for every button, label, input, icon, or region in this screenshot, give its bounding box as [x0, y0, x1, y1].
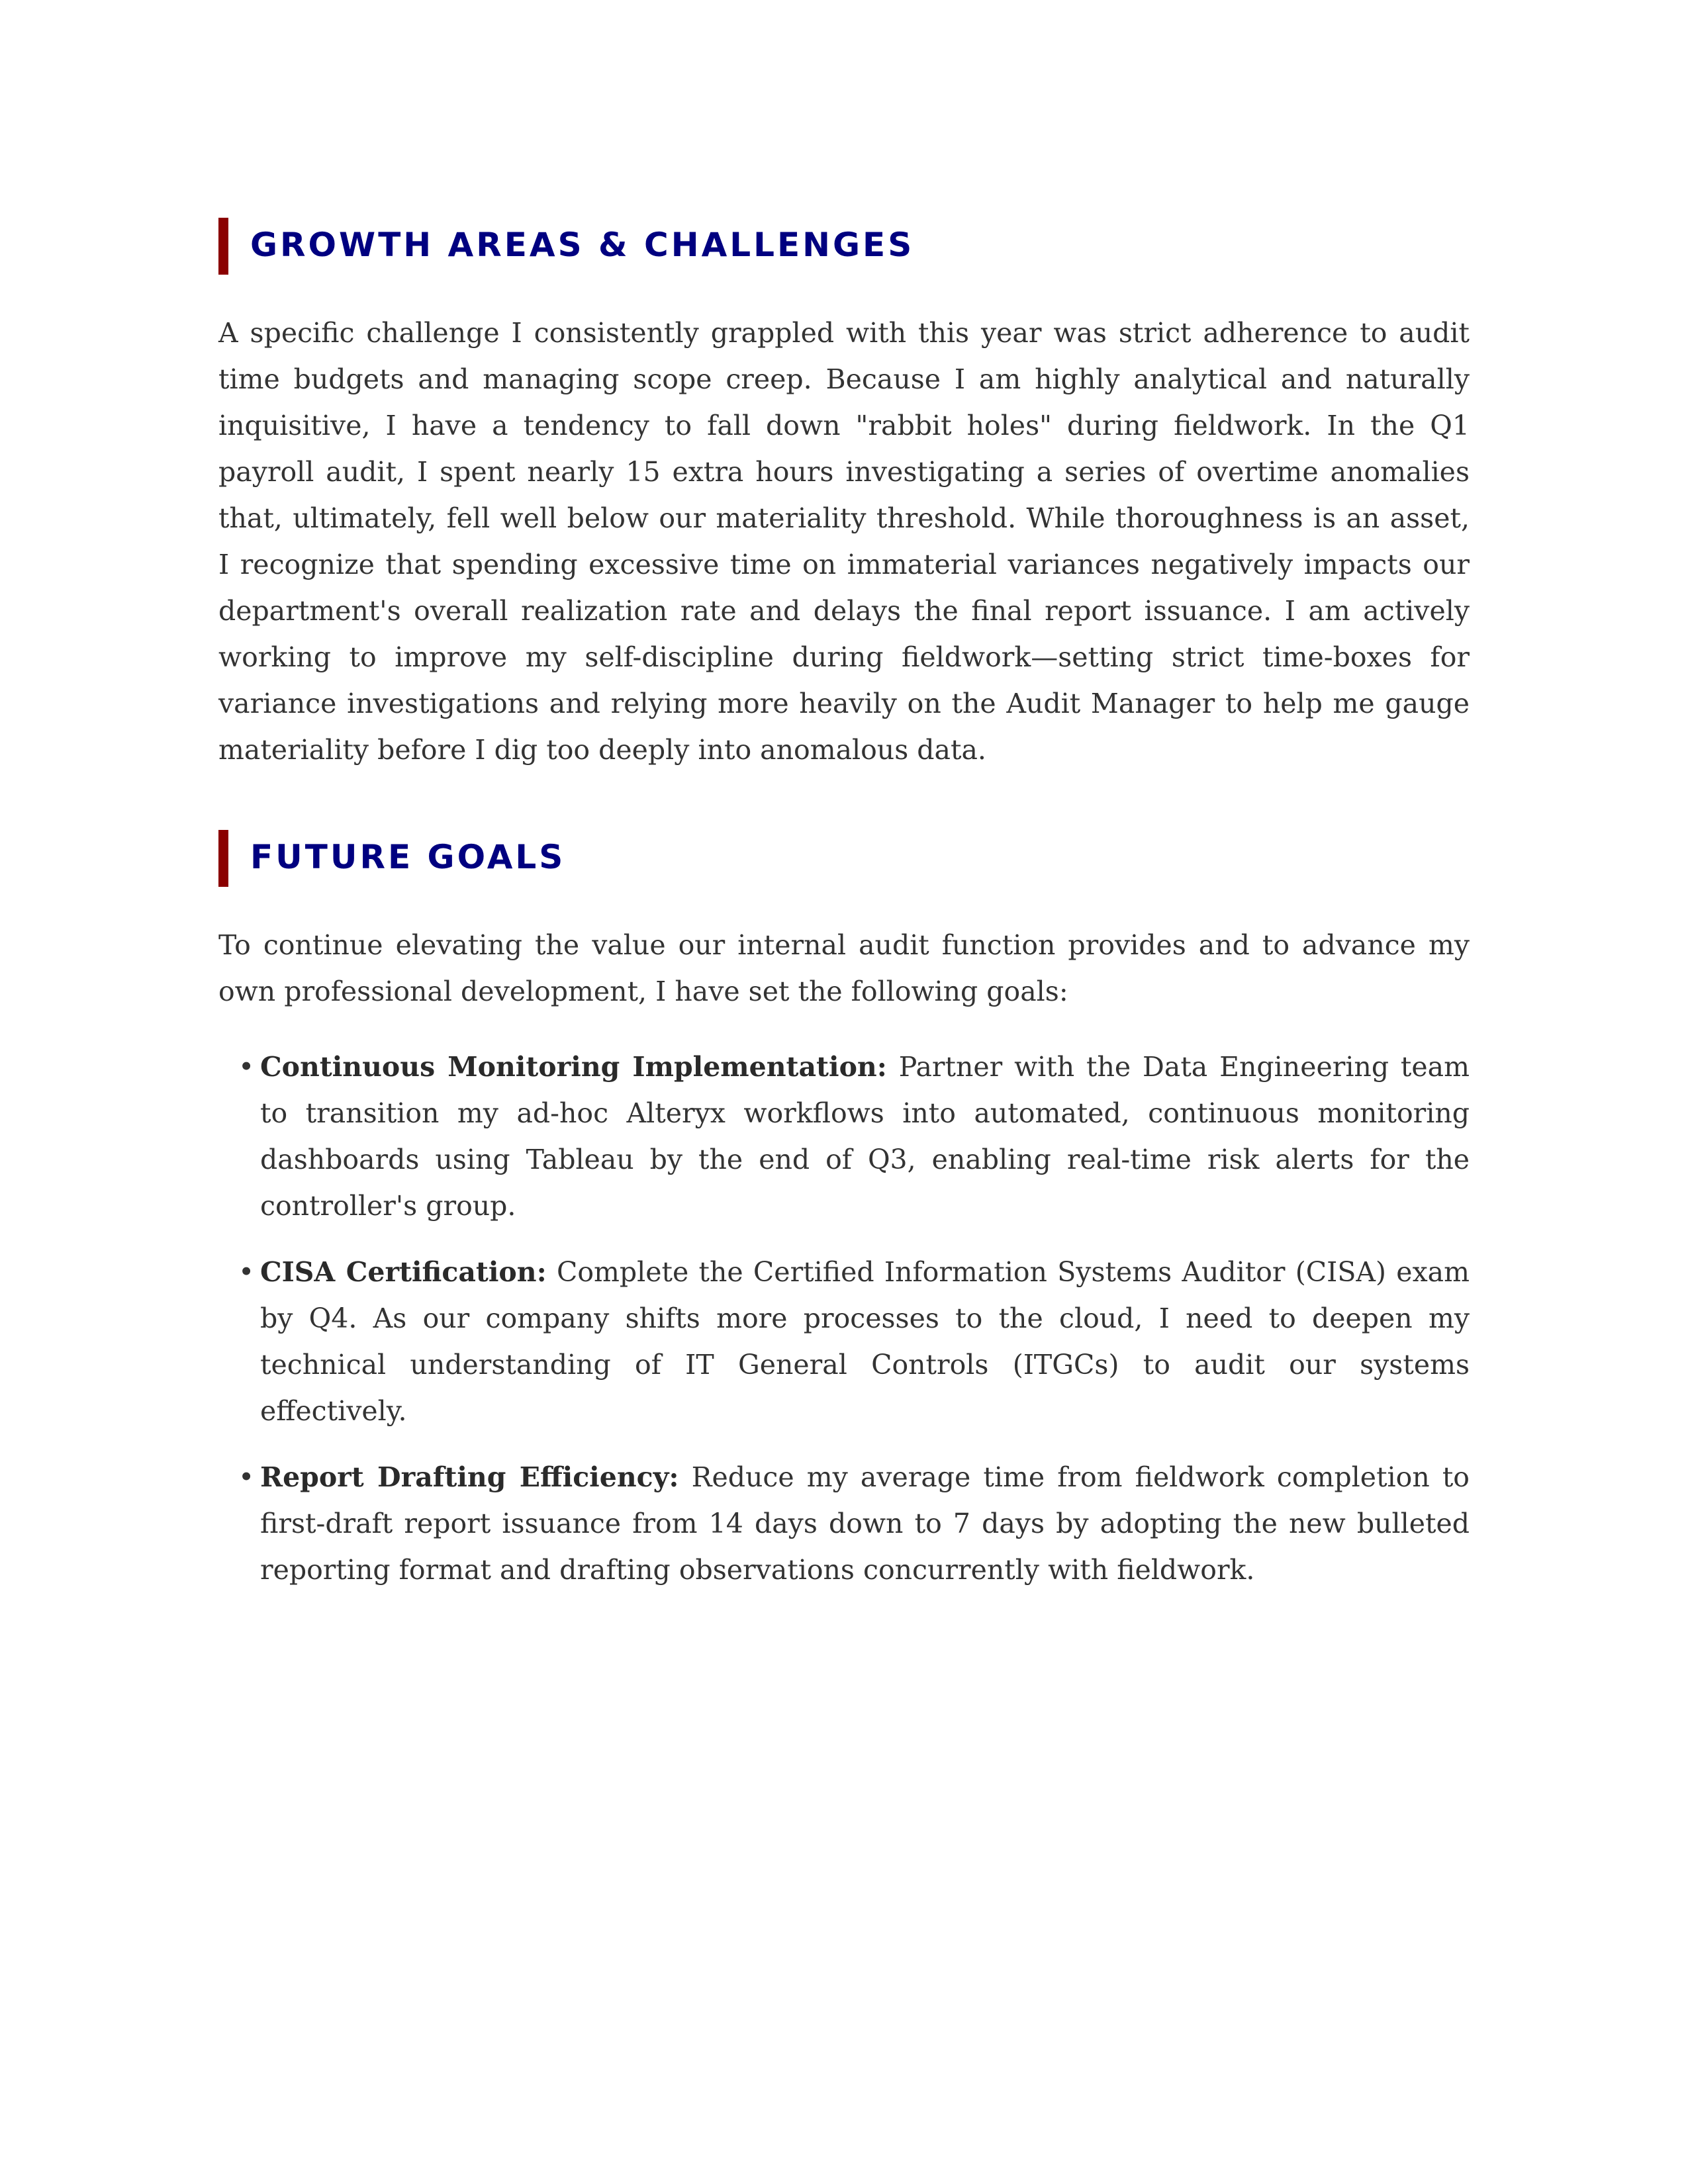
document-page — [218, 215, 1470, 1613]
bullet-icon: • — [238, 1461, 255, 1493]
growth-areas-heading — [218, 215, 1470, 275]
growth-areas-heading-text: GROWTH AREAS & CHALLENGES — [250, 226, 915, 264]
goal-description: Reduce my average time from fieldwork completion to first-draft report issuance from 14 days down to 7 days by adopting the new bulleted reporting format and drafting observations concurrently with fieldwork. — [260, 1461, 1470, 1586]
goal-title: CISA Certification: — [260, 1256, 547, 1288]
goal-list-item — [218, 1454, 1470, 1593]
future-goals-heading — [218, 827, 1470, 887]
goal-list-item — [218, 1249, 1470, 1434]
future-goals-heading-text: FUTURE GOALS — [250, 838, 566, 876]
bullet-icon: • — [238, 1051, 255, 1083]
growth-areas-paragraph: A specific challenge I consistently grappled with this year was strict adherence to audit time budgets and managing scope creep. Because I am highly analytical and naturally inquisitive, I have a tendency to fall down "rabbit holes" during fieldwork. In the Q1 payroll audit, I spent nearly 15 extra hours investigating a series of overtime anomalies that, ultimately, fell well below our materiality threshold. While thoroughness is an asset, I recognize that spending excessive time on immaterial variances negatively impacts our department's overall realization rate and delays the final report issuance. I am actively working to improve my self-discipline during fieldwork—setting strict time-boxes for variance investigations and relying more heavily on the Audit Manager to help me gauge materiality before I dig too deeply into anomalous data. — [218, 317, 1470, 766]
future-goals-intro: To continue elevating the value our internal audit function provides and to advance my own professional development, I have set the following goals: — [218, 929, 1470, 1007]
heading-accent-bar — [218, 218, 228, 275]
goal-title: Report Drafting Efficiency: — [260, 1461, 679, 1493]
goal-description: Partner with the Data Engineering team to transition my ad-hoc Alteryx workflows into automated, continuous monitoring dashboards using Tableau by the end of Q3, enabling real-time risk alerts for the controller's group. — [260, 1051, 1470, 1222]
goals-list — [218, 1044, 1470, 1593]
goal-description: Complete the Certified Information Systems Auditor (CISA) exam by Q4. As our company shifts more processes to the cloud, I need to deepen my technical understanding of IT General Controls (ITGCs) to audit our systems effectively. — [260, 1256, 1470, 1427]
heading-accent-bar — [218, 830, 228, 887]
goal-title: Continuous Monitoring Implementation: — [260, 1051, 887, 1083]
goal-list-item — [218, 1044, 1470, 1229]
bullet-icon: • — [238, 1256, 255, 1288]
